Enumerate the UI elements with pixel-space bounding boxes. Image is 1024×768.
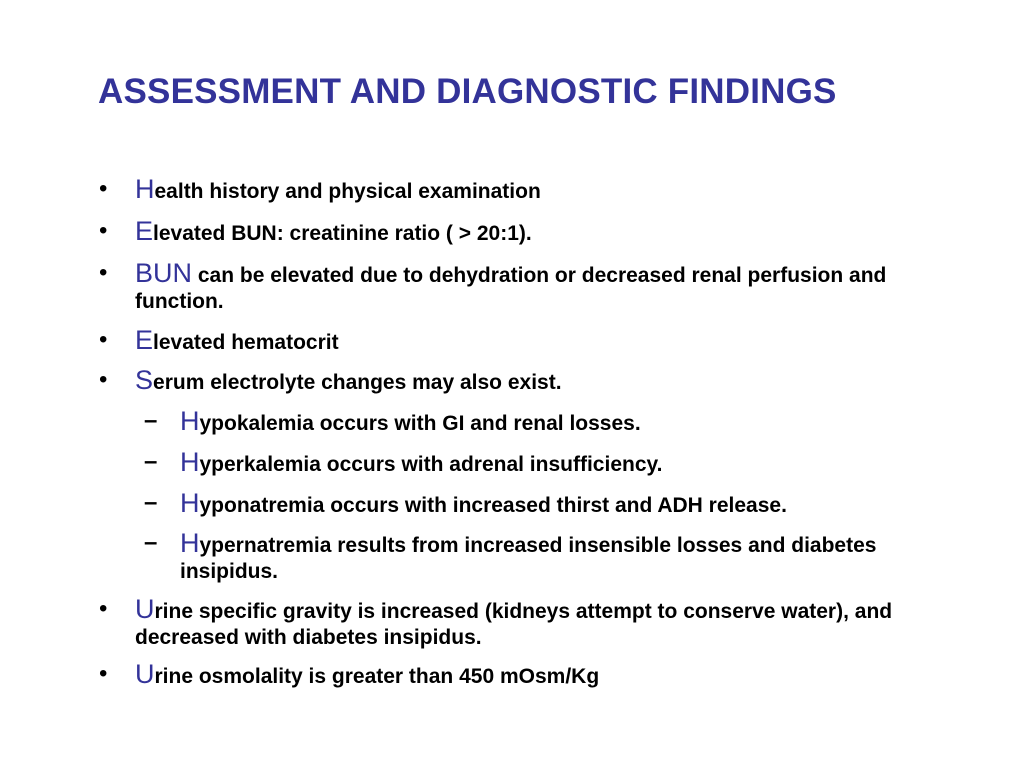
list-item-health-history (99, 174, 935, 205)
lead-letter: E (135, 325, 154, 355)
lead-letter: H (180, 406, 200, 436)
slide-title: ASSESSMENT AND DIAGNOSTIC FINDINGS (98, 72, 837, 111)
item-text: ypokalemia occurs with GI and renal losses. (199, 412, 641, 435)
bullet-marker: • (99, 259, 108, 286)
list-item-hypernatremia (144, 528, 940, 585)
list-item-specific-gravity (99, 594, 935, 651)
list-item-hypokalemia (144, 406, 940, 437)
bullet-marker: • (99, 660, 108, 687)
lead-letter: E (135, 216, 154, 246)
lead-letter: U (135, 594, 155, 624)
item-text: levated hematocrit (153, 331, 339, 354)
list-item-hyperkalemia (144, 447, 940, 478)
item-text: rine osmolality is greater than 450 mOsm/Kg (154, 665, 600, 688)
item-text: ealth history and physical examination (154, 180, 541, 203)
bullet-marker: • (99, 366, 108, 393)
item-text: rine specific gravity is increased (kidneys attempt to conserve water), and decreased with diabetes insipidus. (135, 600, 893, 649)
item-text: ypernatremia results from increased insensible losses and diabetes insipidus. (180, 534, 877, 583)
bullet-marker: • (99, 326, 108, 353)
item-text: yperkalemia occurs with adrenal insufficiency. (199, 453, 663, 476)
lead-letter: H (180, 447, 200, 477)
dash-marker: – (144, 448, 158, 475)
list-item-bun-creatinine (99, 216, 935, 247)
lead-letter: H (180, 488, 200, 518)
lead-letter: S (135, 365, 154, 395)
bullet-marker: • (99, 175, 108, 202)
item-text: can be elevated due to dehydration or decreased renal perfusion and function. (135, 264, 887, 313)
lead-letter: H (180, 528, 200, 558)
item-text: erum electrolyte changes may also exist. (153, 371, 562, 394)
item-text: levated BUN: creatinine ratio ( > 20:1). (153, 222, 532, 245)
list-item-hyponatremia (144, 488, 940, 519)
list-item-bun-elevated (99, 258, 935, 315)
list-item-hematocrit (99, 325, 935, 356)
list-item-electrolytes (99, 365, 935, 396)
bullet-marker: • (99, 217, 108, 244)
list-item-osmolality (99, 659, 935, 690)
dash-marker: – (144, 489, 158, 516)
item-text: yponatremia occurs with increased thirst and ADH release. (199, 494, 787, 517)
dash-marker: – (144, 407, 158, 434)
lead-letter: BUN (135, 258, 193, 288)
dash-marker: – (144, 529, 158, 556)
lead-letter: H (135, 174, 155, 204)
bullet-marker: • (99, 595, 108, 622)
lead-letter: U (135, 659, 155, 689)
